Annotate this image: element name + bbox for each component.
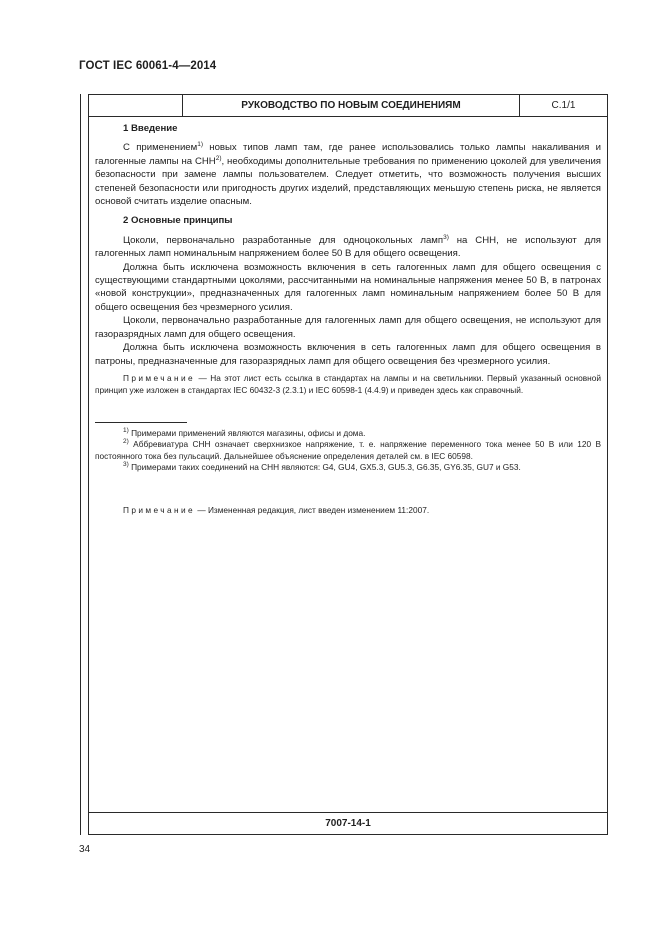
footnote xyxy=(95,439,601,462)
sheet-frame xyxy=(88,94,608,835)
note-label: Примечание xyxy=(123,504,196,515)
sheet-number: С.1/1 xyxy=(551,100,576,111)
header-empty-cell xyxy=(89,95,183,116)
sheet-title: РУКОВОДСТВО ПО НОВЫМ СОЕДИНЕНИЯМ xyxy=(183,95,520,116)
footnote-text: Примерами таких соединений на СНН являются: G4, GU4, GX5.3, GU5.3, G6.35, GY6.35, GU7 и G53. xyxy=(128,462,521,473)
text-fragment: Цоколи, первоначально разработанные для одноцокольных ламп xyxy=(123,234,444,246)
footnote-text: Аббревиатура СНН означает сверхнизкое напряжение, т. е. напряжение переменного тока менее 50 В или 120 В постоянного тока без пульсаций. Дальнейшее объяснение определения деталей см. в IEC 60598. xyxy=(95,439,601,461)
document-code: ГОСТ IEC 60061-4—2014 xyxy=(79,60,217,72)
principles-paragraph: Должна быть исключена возможность включения в сеть галогенных ламп для общего освещения в патроны, предназначенные для газоразрядных ламп для общего освещения без чрезмерного усилия. xyxy=(95,342,601,367)
footnote-mark: 2) xyxy=(123,438,129,446)
principles-note xyxy=(95,372,601,396)
binding-margin-line xyxy=(80,94,81,835)
sheet-footer-code: 7007-14-1 xyxy=(325,818,371,829)
footnote xyxy=(95,428,601,439)
footnote-ref: 1) xyxy=(197,141,204,149)
text-fragment: С применением xyxy=(123,142,198,154)
footnote-ref: 3) xyxy=(443,233,449,241)
note-text: — На этот лист есть ссылка в стандартах на лампы и на светильники. Первый указанный основной принцип уже изложен в стандартах IEC 60432-3 (2.3.1) и IEC 60598-1 (4.4.9) и приведен здесь как справочный. xyxy=(95,372,601,395)
text-fragment: , необходимы дополнительные требования по применению цоколей для увеличения безопасности при замене лампы пользователем. Следует отметить, что возможность получения высших степеней безопасности или пригодность других изделий, представляющих меньшую степень риска, не является основой считать изделие опасным. xyxy=(95,155,602,208)
footnote-text: Примерами применений являются магазины, офисы и дома. xyxy=(128,427,366,438)
footnote-mark: 3) xyxy=(123,461,129,469)
note-label: Примечание xyxy=(123,372,196,383)
note-text: — Измененная редакция, лист введен изменением 11:2007. xyxy=(195,504,430,515)
sheet-header xyxy=(89,95,607,117)
footnote xyxy=(95,462,601,473)
page-number: 34 xyxy=(79,844,91,855)
introduction-paragraph xyxy=(95,141,601,208)
footnote-mark: 1) xyxy=(123,427,129,435)
footnote-separator xyxy=(95,422,187,423)
sheet-content xyxy=(95,122,601,516)
text-fragment: на СНН, не используют для галогенных ламп номинальным напряжением более 50 В для общего освещения. xyxy=(95,234,601,260)
principles-paragraph: Должна быть исключена возможность включения в сеть галогенных ламп для общего освещения с существующими стандартными цоколями, рассчитанными на номинальные напряжения менее 50 В, в патронах «новой конструкции», предназначенных для галогенных ламп номинальным напряжением более 50 В для общего освещения без чрезмерного усилия. xyxy=(95,261,601,313)
change-note xyxy=(95,504,601,516)
section-heading-introduction: 1 Введение xyxy=(123,123,178,134)
text-fragment: новых типов ламп там, где ранее использовались только лампы накаливания и галогенные лампы на СНН xyxy=(95,142,601,167)
principles-paragraph xyxy=(95,234,601,261)
footnote-ref: 2) xyxy=(215,154,222,162)
principles-paragraph: Цоколи, первоначально разработанные для галогенных ламп для общего освещения, не используют для газоразрядных ламп для общего освещения. xyxy=(95,315,601,340)
section-heading-principles: 2 Основные принципы xyxy=(123,215,233,227)
